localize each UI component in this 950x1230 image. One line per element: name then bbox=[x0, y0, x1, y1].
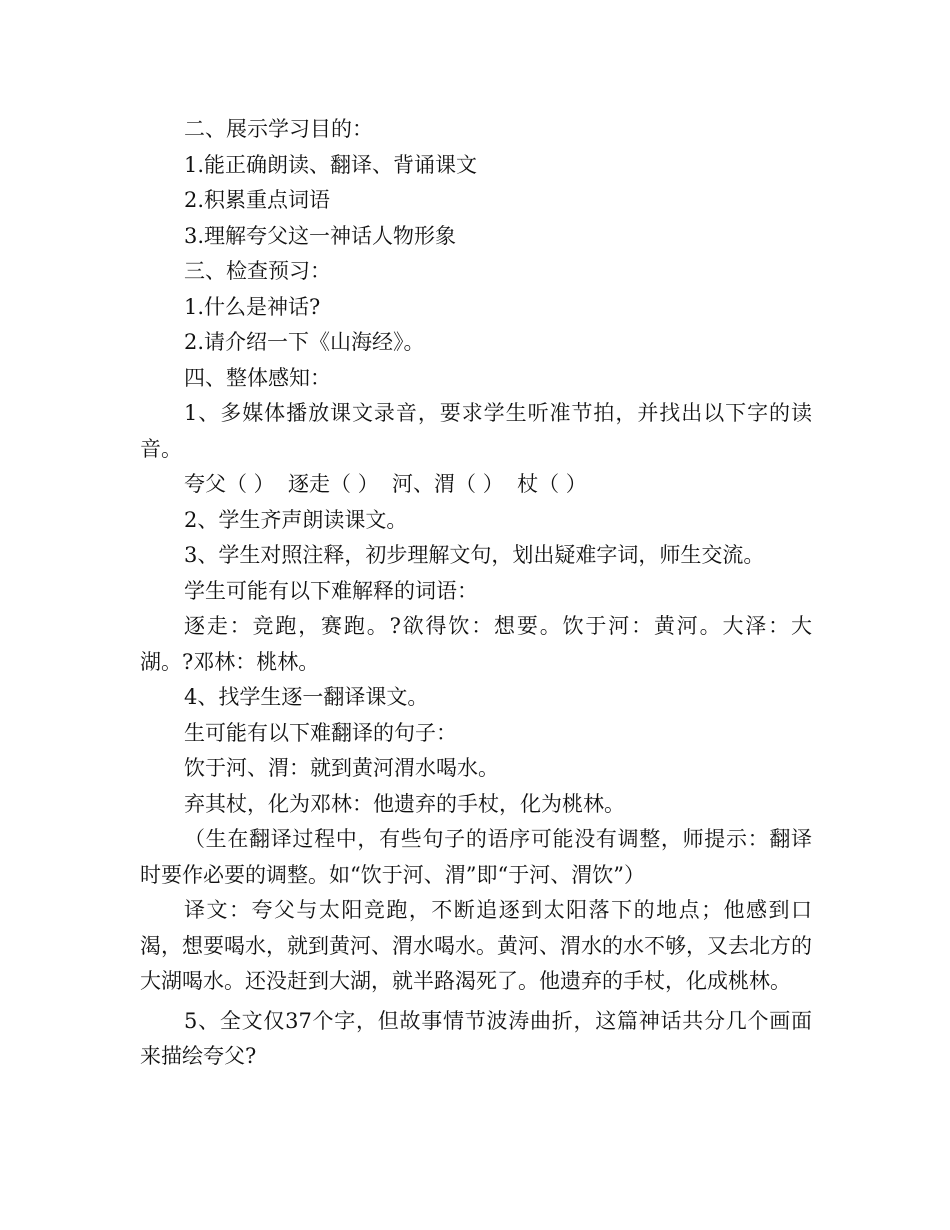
pronunciation-blanks: 夸父（ ） 逐走（ ） 河、渭（ ） 杖（ ） bbox=[184, 472, 587, 496]
goal-item-2: 2.积累重点词语 bbox=[184, 188, 331, 212]
teacher-hint: （生在翻译过程中，有些句子的语序可能没有调整，师提示：翻译时要作必要的调整。如“饮于河、渭”即“于河、渭饮”） bbox=[140, 827, 812, 887]
difficult-words-list: 逐走：竞跑，赛跑。?欲得饮：想要。饮于河：黄河。大泽：大湖。?邓林：桃林。 bbox=[140, 614, 812, 674]
step-3-annotation-study: 3、学生对照注释，初步理解文句，划出疑难字词，师生交流。 bbox=[184, 543, 765, 567]
difficult-sentences-intro: 生可能有以下难翻译的句子： bbox=[184, 720, 457, 745]
step-4-translation: 4、找学生逐一翻译课文。 bbox=[184, 685, 429, 709]
step-1-audio-reading: 1、多媒体播放课文录音，要求学生听准节拍，并找出以下字的读音。 bbox=[140, 401, 812, 461]
preview-question-1: 1.什么是神话? bbox=[184, 294, 321, 319]
sentence-translation-1: 饮于河、渭：就到黄河渭水喝水。 bbox=[184, 756, 499, 780]
goal-item-3: 3.理解夸父这一神话人物形象 bbox=[184, 223, 457, 248]
document-body bbox=[140, 112, 812, 1075]
section-heading-learning-goals: 二、展示学习目的： bbox=[184, 117, 373, 141]
step-5-question: 5、全文仅37个字，但故事情节波涛曲折，这篇神话共分几个画面来描绘夸父? bbox=[140, 1008, 812, 1068]
sentence-translation-2: 弃其杖，化为邓林：他遗弃的手杖，化为桃林。 bbox=[184, 791, 625, 816]
full-translation: 译文：夸父与太阳竞跑，不断追逐到太阳落下的地点；他感到口渴，想要喝水，就到黄河、渭水喝水。黄河、渭水的水不够，又去北方的大湖喝水。还没赶到大湖，就半路渴死了。他遗弃的手杖，化成桃林。 bbox=[140, 898, 812, 993]
goal-item-1: 1.能正确朗读、翻译、背诵课文 bbox=[184, 152, 478, 177]
preview-question-2: 2.请介绍一下《山海经》。 bbox=[184, 330, 425, 354]
section-heading-preview-check: 三、检查预习： bbox=[184, 259, 331, 283]
section-heading-overall-perception: 四、整体感知： bbox=[184, 365, 331, 390]
difficult-words-intro: 学生可能有以下难解释的词语： bbox=[184, 578, 478, 603]
step-2-read-aloud: 2、学生齐声朗读课文。 bbox=[184, 507, 408, 532]
